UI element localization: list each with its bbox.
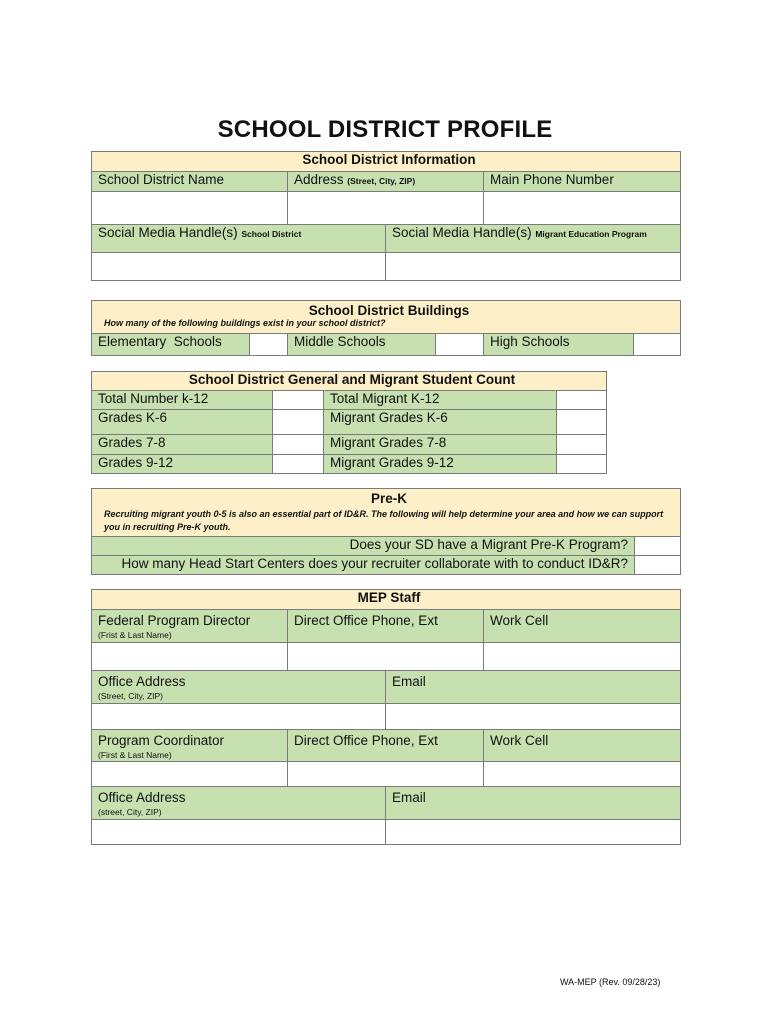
mep-staff-table [91,589,681,845]
grades-k6-field[interactable] [273,410,324,435]
student-count-heading: School District General and Migrant Student Count [92,372,607,391]
coordinator-phone-label: Direct Office Phone, Ext [288,730,484,762]
high-field[interactable] [634,334,681,356]
phone-field[interactable] [484,192,681,225]
director-email-label: Email [386,671,681,704]
migrant-78-field[interactable] [557,435,607,455]
mep-staff-heading: MEP Staff [92,590,681,610]
director-cell-field[interactable] [484,643,681,671]
migrant-912-field[interactable] [557,455,607,474]
total-k12-field[interactable] [273,391,324,410]
migrant-78-label: Migrant Grades 7-8 [324,435,557,455]
coordinator-phone-field[interactable] [288,762,484,787]
elementary-label: Elementary Schools [92,334,250,356]
grades-912-field[interactable] [273,455,324,474]
coordinator-label: Program Coordinator (First & Last Name) [92,730,288,762]
director-office-address-field[interactable] [92,704,386,730]
prek-note: Recruiting migrant youth 0-5 is also an essential part of ID&R. The following will help determine your area and how we can support you in recruiting Pre-K youth. [104,509,664,532]
address-label: Address (Street, City, ZIP) [288,172,484,192]
total-migrant-label: Total Migrant K-12 [324,391,557,410]
head-start-question: How many Head Start Centers does your recruiter collaborate with to conduct ID&R? [92,556,635,575]
coordinator-name-field[interactable] [92,762,288,787]
grades-k6-label: Grades K-6 [92,410,273,435]
coordinator-cell-field[interactable] [484,762,681,787]
form-revision-footer: WA-MEP (Rev. 09/28/23) [560,977,661,987]
buildings-table [91,300,681,356]
grades-78-field[interactable] [273,435,324,455]
student-count-table [91,371,607,474]
director-phone-label: Direct Office Phone, Ext [288,610,484,643]
elementary-field[interactable] [250,334,288,356]
migrant-k6-field[interactable] [557,410,607,435]
phone-label: Main Phone Number [484,172,681,192]
coordinator-cell-label: Work Cell [484,730,681,762]
prek-table [91,488,681,575]
social-mep-field[interactable] [386,253,681,281]
district-info-heading: School District Information [92,152,681,172]
high-label: High Schools [484,334,634,356]
director-phone-field[interactable] [288,643,484,671]
district-name-field[interactable] [92,192,288,225]
social-mep-label: Social Media Handle(s) Migrant Education Program [386,225,681,253]
district-info-table [91,151,681,281]
social-district-label: Social Media Handle(s) School District [92,225,386,253]
grades-78-label: Grades 7-8 [92,435,273,455]
total-k12-label: Total Number k-12 [92,391,273,410]
total-migrant-field[interactable] [557,391,607,410]
director-office-address-label: Office Address (Street, City, ZIP) [92,671,386,704]
coordinator-email-field[interactable] [386,820,681,845]
buildings-heading: School District Buildings How many of the following buildings exist in your school district? [92,301,681,334]
prek-heading: Pre-K Recruiting migrant youth 0-5 is also an essential part of ID&R. The following will help determine your area and how we can support you in recruiting Pre-K youth. [92,489,681,537]
coordinator-office-address-field[interactable] [92,820,386,845]
coordinator-office-address-label: Office Address (street, City, ZIP) [92,787,386,820]
migrant-k6-label: Migrant Grades K-6 [324,410,557,435]
district-name-label: School District Name [92,172,288,192]
head-start-field[interactable] [635,556,681,575]
address-field[interactable] [288,192,484,225]
grades-912-label: Grades 9-12 [92,455,273,474]
prek-program-question: Does your SD have a Migrant Pre-K Program? [92,537,635,556]
social-district-field[interactable] [92,253,386,281]
director-name-field[interactable] [92,643,288,671]
director-cell-label: Work Cell [484,610,681,643]
director-label: Federal Program Director (Frist & Last Name) [92,610,288,643]
director-email-field[interactable] [386,704,681,730]
prek-program-field[interactable] [635,537,681,556]
middle-label: Middle Schools [288,334,436,356]
page-title: SCHOOL DISTRICT PROFILE [217,116,553,143]
coordinator-email-label: Email [386,787,681,820]
migrant-912-label: Migrant Grades 9-12 [324,455,557,474]
buildings-question: How many of the following buildings exist in your school district? [104,318,386,328]
middle-field[interactable] [436,334,484,356]
